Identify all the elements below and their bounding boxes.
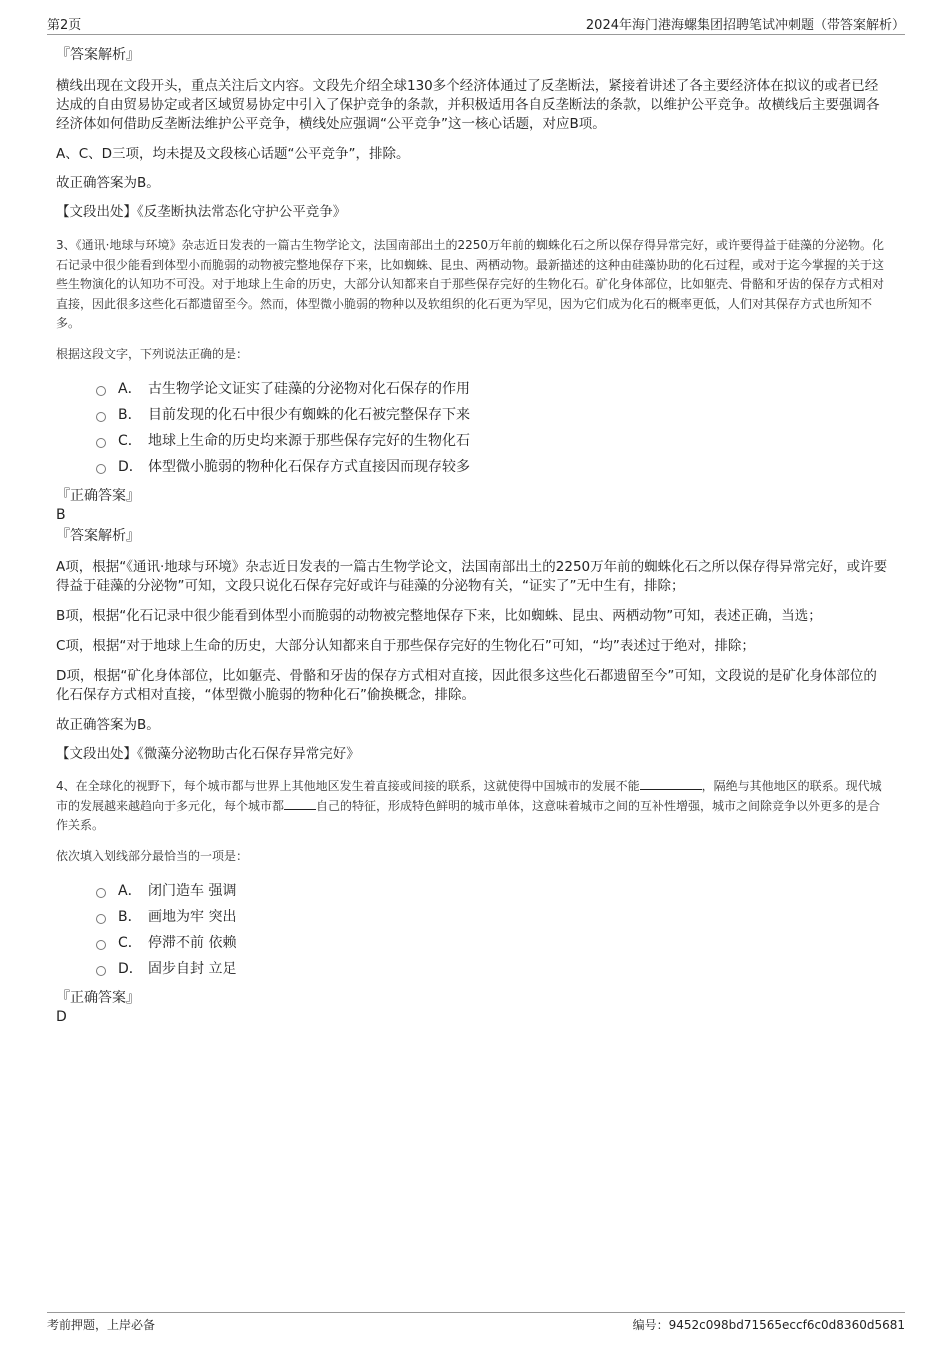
q3-analysis-c: C项，根据“对于地球上生命的历史，大部分认知都来自于那些保存完好的生物化石”可知，“均”表述过于绝对，排除； xyxy=(56,638,755,654)
q3-option-a[interactable]: A． 古生物学论文证实了硅藻的分泌物对化石保存的作用 xyxy=(56,376,888,402)
q4-option-d[interactable]: D． 固步自封 立足 xyxy=(56,956,888,982)
q3-analysis-b: B项，根据“化石记录中很少能看到体型小而脆弱的动物被完整地保存下来，比如蜘蛛、昆虫、两栖动物”可知，表述正确，当选； xyxy=(56,608,822,624)
q4-answer: D xyxy=(56,1009,67,1025)
q2-conclusion: 故正确答案为B。 xyxy=(56,175,160,191)
q2-analysis-tag: 『答案解析』 xyxy=(56,47,140,63)
q3-stem: 3、《通讯·地球与环境》杂志近日发表的一篇古生物学论文，法国南部出土的2250万年前的蜘蛛化石之所以保存得异常完好，或许要得益于硅藻的分泌物。化石记录中很少能看到体型小而脆弱的动物被完整地保存下来，比如蜘蛛、昆虫、两栖动物。最新描述的这种由硅藻协助的化石过程，或对于迄今掌握的关于这些生物演化的认知功不可没。对于地球上生命的历史，大部分认知都来自于那些保存完好的生物化石。矿化身体部位，比如躯壳、骨骼和牙齿的保存方式相对直接，因此很多这些化石都遗留至今。然而，体型微小脆弱的物种以及软组织的化石更为罕见，因为它们成为化石的概率更低，人们对其保存方式也所知不多。 xyxy=(56,238,885,330)
radio-icon[interactable] xyxy=(96,412,106,422)
q3-option-c[interactable]: C． 地球上生命的历史均来源于那些保存完好的生物化石 xyxy=(56,428,888,454)
radio-icon[interactable] xyxy=(96,386,106,396)
q3-option-b[interactable]: B． 目前发现的化石中很少有蜘蛛的化石被完整保存下来 xyxy=(56,402,888,428)
q4-answer-tag: 『正确答案』 xyxy=(56,990,140,1006)
q3-prompt: 根据这段文字，下列说法正确的是： xyxy=(56,346,249,361)
radio-icon[interactable] xyxy=(96,888,106,898)
page-header xyxy=(47,14,905,35)
q3-source: 【文段出处】《微藻分泌物助古化石保存异常完好》 xyxy=(56,746,360,762)
radio-icon[interactable] xyxy=(96,966,106,976)
q2-exclude-text: A、C、D三项，均未提及文段核心话题“公平竞争”，排除。 xyxy=(56,146,410,162)
document-title: 2024年海门港海螺集团招聘笔试冲刺题（带答案解析） xyxy=(585,18,905,33)
q3-answer: B xyxy=(56,507,66,523)
radio-icon[interactable] xyxy=(96,438,106,448)
blank-2 xyxy=(284,797,316,810)
q4-option-b[interactable]: B． 画地为牢 突出 xyxy=(56,904,888,930)
blank-1 xyxy=(640,777,702,790)
document-code: 编号：9452c098bd71565eccf6c0d8360d5681 xyxy=(632,1318,905,1332)
q3-analysis-tag: 『答案解析』 xyxy=(56,528,140,544)
q3-options xyxy=(56,376,888,480)
q4-stem: 4、在全球化的视野下，每个城市都与世界上其他地区发生着直接或间接的联系，这就使得中国城市的发展不能 ，隔绝与其他地区的联系。现代城市的发展越来越趋向于多元化，每个城市都 自己的特征，形成特色鲜明的城市单体，这意味着城市之间的互补性增强，城市之间除竞争以外更多的是合作关系。 xyxy=(56,779,882,832)
radio-icon[interactable] xyxy=(96,464,106,474)
page-footer xyxy=(47,1312,905,1332)
q4-option-c[interactable]: C． 停滞不前 依赖 xyxy=(56,930,888,956)
radio-icon[interactable] xyxy=(96,940,106,950)
page-content xyxy=(56,45,888,1026)
q3-analysis-d: D项，根据“矿化身体部位，比如躯壳、骨骼和牙齿的保存方式相对直接，因此很多这些化石都遗留至今”可知，文段说的是矿化身体部位的化石保存方式相对直接，“体型微小脆弱的物种化石”偷换概念，排除。 xyxy=(56,668,877,703)
q3-answer-tag: 『正确答案』 xyxy=(56,488,140,504)
q4-option-a[interactable]: A． 闭门造车 强调 xyxy=(56,878,888,904)
radio-icon[interactable] xyxy=(96,914,106,924)
q4-prompt: 依次填入划线部分最恰当的一项是： xyxy=(56,848,249,863)
q3-conclusion: 故正确答案为B。 xyxy=(56,717,160,733)
q4-options xyxy=(56,878,888,982)
q3-analysis-a: A项，根据“《通讯·地球与环境》杂志近日发表的一篇古生物学论文，法国南部出土的2250万年前的蜘蛛化石之所以保存得异常完好，或许要得益于硅藻的分泌物”可知，文段只说化石保存完好或许与硅藻的分泌物有关，“证实了”无中生有，排除； xyxy=(56,559,888,594)
q2-source: 【文段出处】《反垄断执法常态化守护公平竞争》 xyxy=(56,204,347,220)
q2-analysis-text: 横线出现在文段开头，重点关注后文内容。文段先介绍全球130多个经济体通过了反垄断法，紧接着讲述了各主要经济体在拟议的或者已经达成的自由贸易协定或者区域贸易协定中引入了保护竞争的条款，并积极适用各自反垄断法的条款，以维护公平竞争。故横线后主要强调各经济体如何借助反垄断法维护公平竞争，横线处应强调“公平竞争”这一核心话题，对应B项。 xyxy=(56,78,880,132)
page-number: 第2页 xyxy=(47,18,82,33)
footer-slogan: 考前押题，上岸必备 xyxy=(47,1318,156,1332)
q3-option-d[interactable]: D． 体型微小脆弱的物种化石保存方式直接因而现存较多 xyxy=(56,454,888,480)
